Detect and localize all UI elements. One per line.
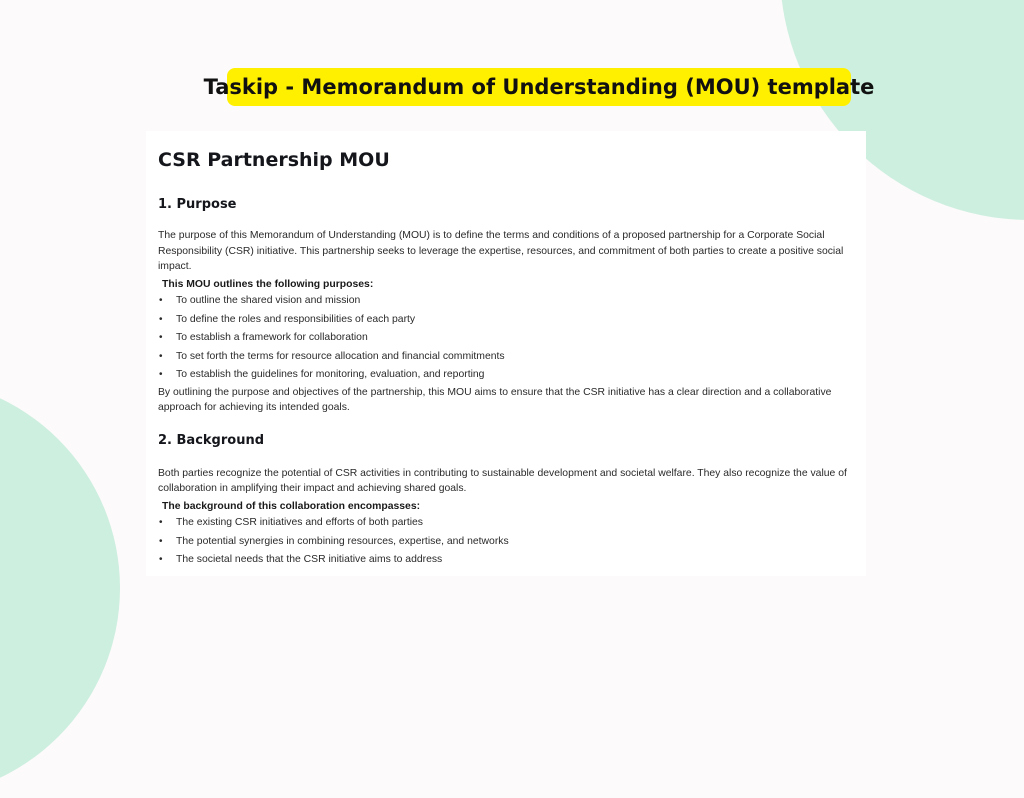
list-item: • The potential synergies in combining resources, expertise, and networks bbox=[158, 533, 862, 552]
background-list-heading: The background of this collaboration encompasses: bbox=[162, 500, 421, 512]
title-banner bbox=[203, 68, 875, 106]
section-heading-purpose: 1. Purpose bbox=[158, 197, 237, 212]
background-list bbox=[158, 514, 862, 570]
list-item: • To define the roles and responsibilities of each party bbox=[158, 311, 862, 330]
purpose-outro-paragraph: By outlining the purpose and objectives of the partnership, this MOU aims to ensure that the CSR initiative has a clear direction and a collaborative approach for achieving its intended goals. bbox=[158, 386, 832, 413]
decorative-circle-bottom-left bbox=[0, 378, 120, 798]
purpose-intro-paragraph: The purpose of this Memorandum of Understanding (MOU) is to define the terms and conditions of a proposed partnership for a Corporate Social Responsibility (CSR) initiative. This partnership seeks to leverage the expertise, resources, and commitment of both parties to create a positive social impact. bbox=[158, 230, 844, 272]
document-page bbox=[146, 131, 866, 576]
document-title: CSR Partnership MOU bbox=[158, 149, 390, 171]
list-item: • To establish the guidelines for monitoring, evaluation, and reporting bbox=[158, 366, 862, 385]
list-item: • To establish a framework for collaboration bbox=[158, 329, 862, 348]
list-item: • The societal needs that the CSR initiative aims to address bbox=[158, 551, 862, 570]
background-intro-paragraph: Both parties recognize the potential of CSR activities in contributing to sustainable development and societal welfare. They also recognize the value of collaboration in amplifying their impact and achieving shared goals. bbox=[158, 467, 847, 494]
list-item: • To set forth the terms for resource allocation and financial commitments bbox=[158, 348, 862, 367]
banner-title: Taskip - Memorandum of Understanding (MOU) template bbox=[203, 75, 875, 99]
purpose-list bbox=[158, 292, 862, 385]
list-item: • To outline the shared vision and mission bbox=[158, 292, 862, 311]
list-item: • The existing CSR initiatives and efforts of both parties bbox=[158, 514, 862, 533]
purpose-list-heading: This MOU outlines the following purposes: bbox=[162, 278, 374, 290]
section-heading-background: 2. Background bbox=[158, 432, 265, 448]
